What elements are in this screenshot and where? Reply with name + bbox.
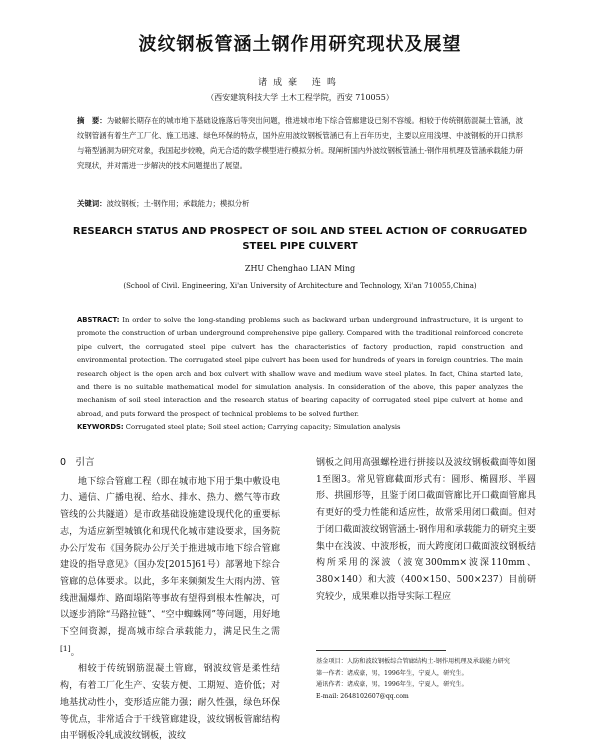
abstract-cn-label: 摘 要：	[77, 116, 107, 125]
keywords-en-text: Corrugated steel plate; Soil steel action; Carrying capacity; Simulation analysis	[125, 423, 401, 431]
footnote-first-author: 第一作者：诸成豪，男，1996年生，宁夏人，研究生。	[316, 669, 468, 677]
paper-title-en: RESEARCH STATUS AND PROSPECT OF SOIL AND STEEL ACTION OF CORRUGATED STEEL PIPE CULVERT	[72, 226, 528, 252]
body-paragraph: 钢板之间用高强螺栓进行拼接以及波纹钢板截面等如图1至图3。常见管廊截面形式有：圆形、椭圆形、半圆形、拱圆形等，且鉴于闭口截面管廊比开口截面管廊具有更好的受力性能和适应性，故常采用闭口截面。但对于闭口截面波纹钢管涵土-钢作用和承载能力的研究主要集中在浅波、中波形板，而大跨度闭口截面波纹钢板结构所采用的深波（波宽300mm×波深110mm、380×140）和大波（400×150、500×237）目前研究较少，成果难以指导实际工程应	[316, 458, 536, 602]
authors-cn: 诸成豪 连鸣	[258, 78, 342, 88]
affiliation-en: (School of Civil. Engineering, Xi'an University of Architecture and Technology, Xi'an 710055,China)	[123, 282, 477, 290]
body-paragraph: 相较于传统钢筋混凝土管廊，钢波纹管是柔性结构，有着工厂化生产、安装方便、工期短、造价低；对地基扰动性小，变形适应能力强；耐久性强，绿色环保等优点，非常适合于干线管廊建设，波纹钢板管廊结构由平钢板冷轧成波纹钢板，波纹	[60, 664, 280, 742]
paragraph-end: 。	[70, 647, 80, 658]
abstract-en-text: In order to solve the long-standing problems such as backward urban underground infrastructure, it is urgent to promote the construction of urban underground comprehensive pipe gallery. Compared with the traditional reinforced concrete pipe culvert, the corrugated steel pipe culvert has the characteristics of factory production, rapid construction and environmental protection. The corrugated steel pipe culvert has been used for hundreds of years in foreign countries. The main research object is the open arch and box culvert with shallow wave and medium wave steel plates. In fact, China started late, and there is no suitable mathematical model for simulation analysis. In consideration of the above, this paper analyzes the mechanism of soil steel interaction and the research status of bearing capacity of corrugated steel pipe culvert at home and abroad, and puts forward the prospect of technical problems to be solved further.	[77, 316, 523, 418]
body-paragraph	[60, 474, 280, 662]
keywords-en-label: KEYWORDS:	[77, 423, 124, 431]
body-column-left	[60, 455, 280, 745]
keywords-cn-text: 波纹钢板；土-钢作用；承载能力；模拟分析	[106, 199, 250, 208]
keywords-cn	[77, 198, 523, 209]
footnotes	[316, 656, 541, 702]
footnote-funding: 基金项目：人防和波纹钢板综合管廊结构土-钢作用机理及承载能力研究	[316, 658, 510, 665]
citation-ref: [1]	[60, 643, 71, 653]
footnote-divider	[316, 650, 446, 651]
body-column-right	[316, 455, 536, 605]
keywords-cn-label: 关键词：	[77, 199, 107, 208]
section-heading-introduction: 0 引言	[60, 457, 95, 468]
abstract-en-label: ABSTRACT:	[77, 316, 120, 324]
abstract-en	[77, 314, 523, 421]
abstract-cn-text: 为破解长期存在的城市地下基础设施落后等突出问题，推进城市地下综合管廊建设已刻不容缓。相较于传统钢筋混凝土管涵，波纹钢管涵有着生产工厂化、施工迅速、绿色环保的特点，国外应用波纹钢板管涵已有上百年历史，主要以应用浅埋、中波钢板的开口拱形与箱型涵洞为研究对象，我国起步较晚，尚无合适的数学模型进行模拟分析。现阐析国内外波纹钢板管涵土-钢作用机理及管涵承载能力研究现状，并对需进一步解决的技术问题提出了展望。	[77, 116, 523, 170]
footnote-corresponding-author: 通讯作者：诸成豪，男，1996年生，宁夏人，研究生。	[316, 681, 468, 688]
keywords-en	[77, 423, 523, 431]
footnote-email: E-mail: 2648102607@qq.com	[316, 692, 409, 700]
paper-title-cn: 波纹钢板管涵土钢作用研究现状及展望	[138, 34, 462, 55]
authors-en: ZHU Chenghao LIAN Ming	[244, 264, 356, 273]
paragraph-text: 地下综合管廊工程（即在城市地下用于集中敷设电力、通信、广播电视、给水、排水、热力、燃气等市政管线的公共隧道）是市政基础设施建设现代化的重要标志，为适应新型城镇化和现代化城市建设要求，国务院办公厅发布《国务院办公厅关于推进城市地下综合管廊建设的指导意见》（国办发[2015]61号）部署地下综合管廊的总体要求。以此，多年来频频发生大雨内涝、管线泄漏爆炸、路面塌陷等事故有望得到根本性解决，可以逐步消除“马路拉链”、“空中蜘蛛网”等问题，用好地下空间资源，提高城市综合承载能力，满足民生之需	[60, 476, 280, 638]
abstract-cn	[77, 113, 523, 173]
affiliation-cn: （西安建筑科技大学 土木工程学院，西安 710055）	[206, 93, 394, 102]
